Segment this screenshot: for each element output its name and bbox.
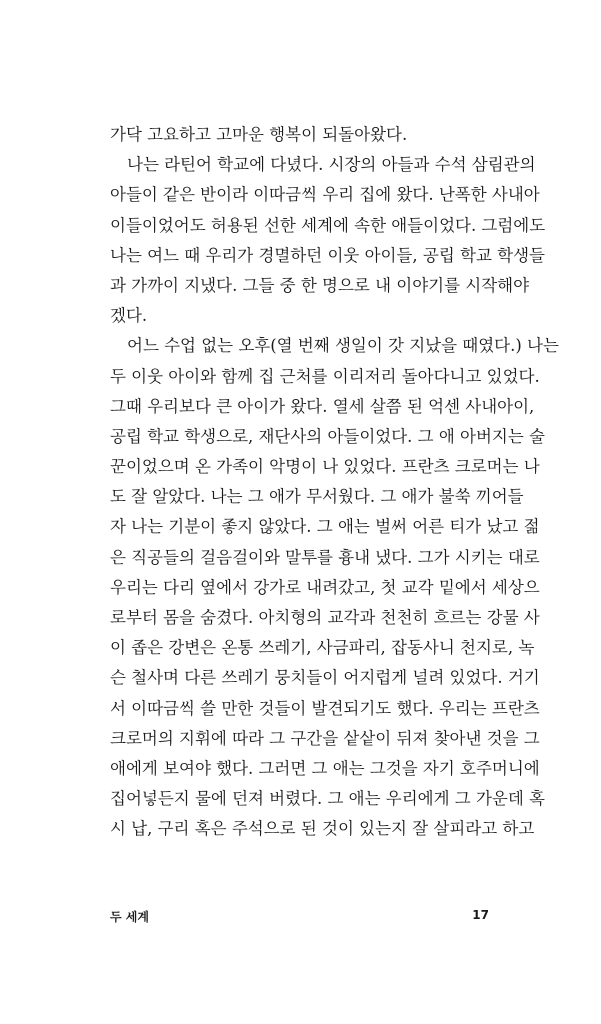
- text-line: 이들이었어도 허용된 선한 세계에 속한 애들이었다. 그럼에도: [110, 215, 546, 235]
- text-line: 나는 라틴어 학교에 다녔다. 시장의 아들과 수석 삼림관의: [127, 155, 536, 175]
- text-line: 과 가까이 지냈다. 그들 중 한 명으로 내 이야기를 시작해야: [110, 275, 530, 295]
- text-line: 서 이따금씩 쓸 만한 것들이 발견되기도 했다. 우리는 프란츠: [110, 698, 540, 718]
- text-line: 크로머의 지휘에 따라 그 구간을 샅샅이 뒤져 찾아낸 것을 그: [110, 728, 540, 748]
- text-line: 자 나는 기분이 좋지 않았다. 그 애는 벌써 어른 티가 났고 젊: [110, 517, 540, 537]
- text-line: 은 직공들의 걸음걸이와 말투를 흉내 냈다. 그가 시키는 대로: [110, 547, 540, 567]
- body-text: [110, 120, 559, 845]
- text-line: 꾼이었으며 온 가족이 악명이 나 있었다. 프란츠 크로머는 나: [110, 457, 540, 477]
- text-line: 우리는 다리 옆에서 강가로 내려갔고, 첫 교각 밑에서 세상으: [110, 577, 540, 597]
- running-footer-title: 두 세계: [110, 910, 149, 924]
- text-line: 집어넣든지 물에 던져 버렸다. 그 애는 우리에게 그 가운데 혹: [110, 789, 545, 809]
- text-line: 겠다.: [110, 306, 148, 326]
- text-line: 나는 여느 때 우리가 경멸하던 이웃 아이들, 공립 학교 학생들: [110, 245, 545, 265]
- text-line: 이 좁은 강변은 온통 쓰레기, 사금파리, 잡동사니 천지로, 녹: [110, 638, 535, 658]
- text-line: 도 잘 알았다. 나는 그 애가 무서웠다. 그 애가 불쑥 끼어들: [110, 487, 524, 507]
- text-line: 시 납, 구리 혹은 주석으로 된 것이 있는지 잘 살피라고 하고: [110, 819, 535, 839]
- text-line: 두 이웃 아이와 함께 집 근처를 이리저리 돌아다니고 있었다.: [110, 366, 540, 386]
- page-number: 17: [472, 908, 489, 922]
- text-line: 로부터 몸을 숨겼다. 아치형의 교각과 천천히 흐르는 강물 사: [110, 608, 540, 627]
- text-line: 가닥 고요하고 고마운 행복이 되돌아왔다.: [110, 125, 408, 144]
- text-line: 공립 학교 학생으로, 재단사의 아들이었다. 그 애 아버지는 술: [110, 426, 545, 446]
- text-line: 아들이 같은 반이라 이따금씩 우리 집에 왔다. 난폭한 사내아: [110, 185, 540, 205]
- text-line: 슨 철사며 다른 쓰레기 뭉치들이 어지럽게 널려 있었다. 거기: [110, 668, 540, 688]
- text-line: 그때 우리보다 큰 아이가 왔다. 열세 살쯤 된 억센 사내아이,: [110, 396, 535, 416]
- text-line: 애에게 보여야 했다. 그러면 그 애는 그것을 자기 호주머니에: [110, 758, 540, 778]
- text-line: 어느 수업 없는 오후(열 번째 생일이 갓 지났을 때였다.) 나는: [127, 336, 559, 356]
